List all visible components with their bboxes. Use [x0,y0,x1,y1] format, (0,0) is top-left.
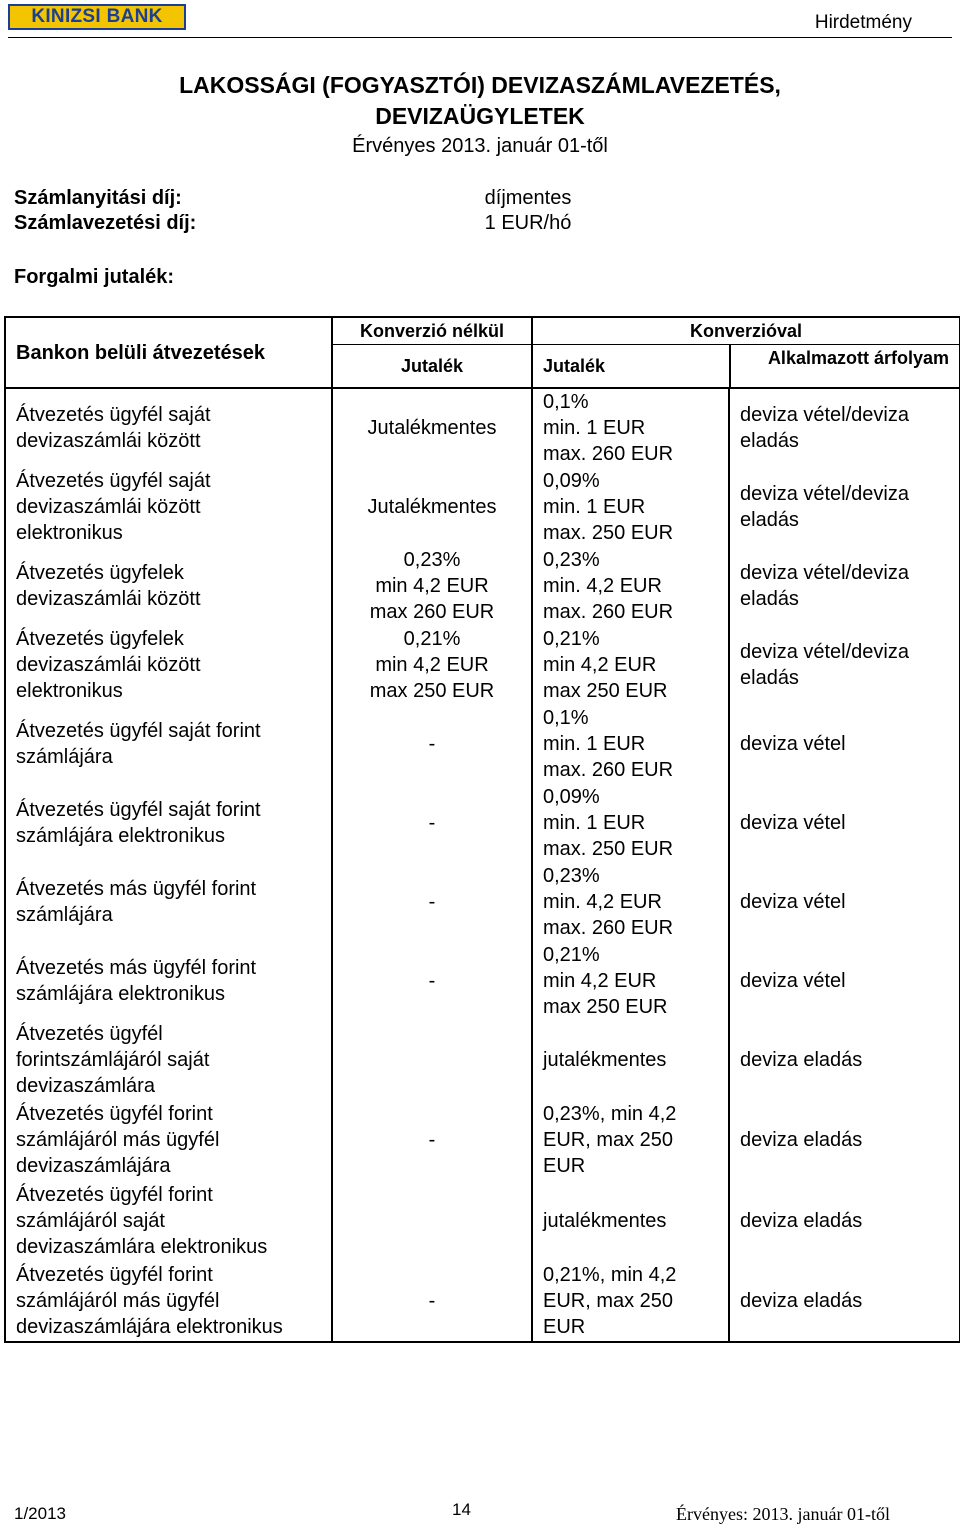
row-conversion-commission-line: max. 260 EUR [543,443,674,465]
row-conversion-commission [532,783,729,862]
header-commission-2: Jutalék [543,356,606,376]
row-description [5,625,332,704]
row-no-conversion-line: min 4,2 EUR [375,653,489,676]
row-rate-line: deviza vétel [740,969,846,992]
opening-fee-label: Számlanyitási díj: [14,187,182,209]
row-no-conversion-line: - [428,811,436,834]
row-conversion-commission [532,862,729,941]
page-title-line1: LAKOSSÁGI (FOGYASZTÓI) DEVIZASZÁMLAVEZETÉS, [179,72,781,98]
row-rate-line: deviza vétel [740,890,846,913]
row-description-line: devizaszámlára [16,1074,155,1097]
row-description [5,1099,332,1180]
header-no-conversion-label: Konverzió nélkül [333,318,531,345]
table-row [5,704,960,783]
row-description-line: devizaszámlájára [16,1154,171,1177]
page-title-line2: DEVIZAÜGYLETEK [375,103,585,129]
row-description-line: elektronikus [16,679,123,702]
row-description [5,546,332,625]
row-conversion-commission [532,1020,729,1099]
row-description-line: Átvezetés ügyfél forint [16,1102,213,1125]
row-no-conversion [332,1099,532,1180]
row-no-conversion-line: Jutalékmentes [367,495,497,518]
row-rate-line: deviza vétel/deviza [740,404,909,426]
bank-logo [8,4,186,30]
row-no-conversion [332,467,532,546]
header-rate: Alkalmazott árfolyam [729,345,959,387]
row-rate [729,1099,960,1180]
doc-type-label: Hirdetmény [814,12,912,33]
row-conversion-commission [532,546,729,625]
row-rate [729,783,960,862]
row-conversion-commission [532,625,729,704]
row-no-conversion-line: min 4,2 EUR [375,574,489,597]
footer-valid: Érvényes: 2013. január 01-től [676,1504,890,1524]
row-description-line: Átvezetés ügyfél forint [16,1183,213,1206]
table-row [5,625,960,704]
row-no-conversion-line: Jutalékmentes [367,417,497,439]
table-row [5,1020,960,1099]
header-no-conversion [332,317,532,388]
row-conversion-commission-line: EUR, max 250 [543,1290,674,1312]
header-with-conversion [532,317,960,388]
row-no-conversion [332,1180,532,1261]
row-rate-line: deviza vétel/deviza [740,561,909,584]
header-with-conversion-label: Konverzióval [533,318,959,345]
row-conversion-commission-line: max. 250 EUR [543,837,674,860]
row-description [5,941,332,1020]
row-description-line: devizaszámlái között [16,587,201,610]
row-no-conversion-line: 0,23% [403,548,461,571]
row-description-line: számlájáról más ügyfél [16,1290,220,1312]
row-description-line: Átvezetés ügyfél saját forint [16,719,261,742]
turnover-label: Forgalmi jutalék: [14,266,175,288]
row-description-line: számlájára [16,745,113,768]
row-description-line: Átvezetés ügyfelek [16,561,184,584]
row-no-conversion-line: max 260 EUR [369,600,495,623]
row-no-conversion [332,783,532,862]
fee-table [4,316,960,1343]
row-no-conversion-line: - [428,890,436,913]
row-description-line: számlájáról más ügyfél [16,1128,220,1151]
row-description-line: számlájáról saját [16,1209,165,1232]
row-no-conversion [332,388,532,467]
header-commission: Jutalék [400,356,464,376]
row-conversion-commission-line: EUR [543,1316,586,1338]
row-rate-line: deviza vétel/deviza [740,640,909,663]
row-conversion-commission-line: min 4,2 EUR [543,653,657,676]
row-no-conversion-line: max 250 EUR [369,679,495,702]
row-no-conversion [332,625,532,704]
row-description-line: Átvezetés ügyfél saját forint [16,798,261,821]
row-rate [729,388,960,467]
row-conversion-commission-line: min. 4,2 EUR [543,890,662,913]
row-description-line: Átvezetés ügyfél saját [16,404,211,426]
row-conversion-commission-line: 0,23%, min 4,2 [543,1102,677,1125]
row-conversion-commission-line: min. 1 EUR [543,811,646,834]
table-row [5,941,960,1020]
row-no-conversion [332,546,532,625]
row-rate [729,467,960,546]
row-description-line: elektronikus [16,521,123,544]
table-row [5,467,960,546]
row-no-conversion [332,1261,532,1342]
row-rate-line: eladás [740,508,799,531]
row-conversion-commission-line: max 250 EUR [543,995,668,1018]
table-row [5,783,960,862]
row-description [5,1020,332,1099]
row-description [5,1261,332,1342]
footer-page-number: 14 [452,1500,471,1519]
row-description-line: számlájára elektronikus [16,824,225,847]
row-description-line: devizaszámlái között [16,653,201,676]
row-conversion-commission-line: 0,09% [543,785,600,808]
row-description-line: Átvezetés ügyfél saját [16,469,211,492]
row-rate [729,625,960,704]
row-conversion-commission-line: min. 1 EUR [543,417,646,439]
row-conversion-commission-line: 0,21% [543,943,600,966]
row-description-line: számlájára elektronikus [16,982,225,1005]
row-no-conversion [332,704,532,783]
table-row [5,546,960,625]
row-conversion-commission-line: 0,1% [543,706,589,729]
opening-fee-value: díjmentes [484,187,572,209]
row-rate [729,546,960,625]
row-description-line: számlájára [16,903,113,926]
row-rate [729,704,960,783]
row-conversion-commission-line: jutalékmentes [543,1209,667,1232]
row-description-line: Átvezetés más ügyfél forint [16,956,257,979]
row-conversion-commission [532,1180,729,1261]
row-description [5,783,332,862]
row-description-line: Átvezetés ügyfél [16,1022,163,1045]
row-conversion-commission-line: 0,21% [543,627,600,650]
row-no-conversion [332,862,532,941]
row-conversion-commission-line: max 250 EUR [543,679,668,702]
row-description-line: devizaszámlájára elektronikus [16,1316,283,1338]
row-rate [729,1180,960,1261]
row-description [5,388,332,467]
row-conversion-commission-line: 0,09% [543,469,600,492]
row-description-line: devizaszámlára elektronikus [16,1235,268,1258]
row-conversion-commission-line: jutalékmentes [543,1048,667,1071]
row-description-line: Átvezetés más ügyfél forint [16,877,257,900]
row-no-conversion-line: - [428,969,436,992]
row-rate [729,862,960,941]
row-conversion-commission [532,388,729,467]
row-conversion-commission [532,1261,729,1342]
row-description-line: devizaszámlái között [16,430,201,452]
row-description-line: Átvezetés ügyfél forint [16,1264,213,1286]
row-description-line: devizaszámlái között [16,495,201,518]
row-conversion-commission-line: min 4,2 EUR [543,969,657,992]
row-conversion-commission-line: max. 260 EUR [543,600,674,623]
row-no-conversion [332,1020,532,1099]
row-rate-line: deviza eladás [740,1128,863,1151]
row-conversion-commission-line: EUR [543,1154,586,1177]
maintenance-fee-value: 1 EUR/hó [484,212,572,234]
maintenance-fee-label: Számlavezetési díj: [14,212,197,234]
row-conversion-commission [532,467,729,546]
row-no-conversion-line: 0,21% [403,627,461,650]
row-conversion-commission [532,704,729,783]
row-conversion-commission [532,941,729,1020]
row-rate-line: deviza vétel/deviza [740,482,909,505]
row-rate [729,941,960,1020]
row-rate-line: deviza eladás [740,1290,863,1312]
row-rate-line: eladás [740,430,799,452]
row-conversion-commission-line: min. 1 EUR [543,732,646,755]
logo-text: KINIZSI BANK [31,6,163,27]
table-row [5,388,960,467]
row-rate-line: deviza vétel [740,811,846,834]
row-conversion-commission-line: min. 1 EUR [543,495,646,518]
row-rate-line: deviza eladás [740,1048,863,1071]
row-rate-line: eladás [740,587,799,610]
row-rate-line: eladás [740,666,799,689]
row-rate [729,1020,960,1099]
row-description [5,862,332,941]
header-transfers: Bankon belüli átvezetések [16,341,265,364]
table-row [5,862,960,941]
row-no-conversion-line: - [428,1128,436,1151]
row-description-line: Átvezetés ügyfelek [16,627,184,650]
row-conversion-commission-line: max. 250 EUR [543,521,674,544]
table-row [5,1099,960,1180]
row-conversion-commission-line: max. 260 EUR [543,916,674,939]
row-description-line: forintszámlájáról saját [16,1048,210,1071]
row-rate-line: deviza vétel [740,732,846,755]
row-rate-line: deviza eladás [740,1209,863,1232]
row-description [5,1180,332,1261]
row-conversion-commission-line: max. 260 EUR [543,758,674,781]
row-conversion-commission-line: 0,23% [543,864,600,887]
row-conversion-commission-line: 0,1% [543,391,589,413]
row-conversion-commission-line: min. 4,2 EUR [543,574,662,597]
valid-from: Érvényes 2013. január 01-től [352,135,608,157]
row-no-conversion-line: - [428,1290,436,1312]
row-conversion-commission-line: EUR, max 250 [543,1128,674,1151]
table-row [5,1180,960,1261]
row-description [5,467,332,546]
header-divider [8,37,952,38]
row-conversion-commission-line: 0,21%, min 4,2 [543,1264,677,1286]
row-no-conversion [332,941,532,1020]
table-row [5,1261,960,1342]
footer-code: 1/2013 [14,1504,66,1523]
row-conversion-commission-line: 0,23% [543,548,600,571]
row-conversion-commission [532,1099,729,1180]
row-no-conversion-line: - [428,732,436,755]
row-description [5,704,332,783]
row-rate [729,1261,960,1342]
